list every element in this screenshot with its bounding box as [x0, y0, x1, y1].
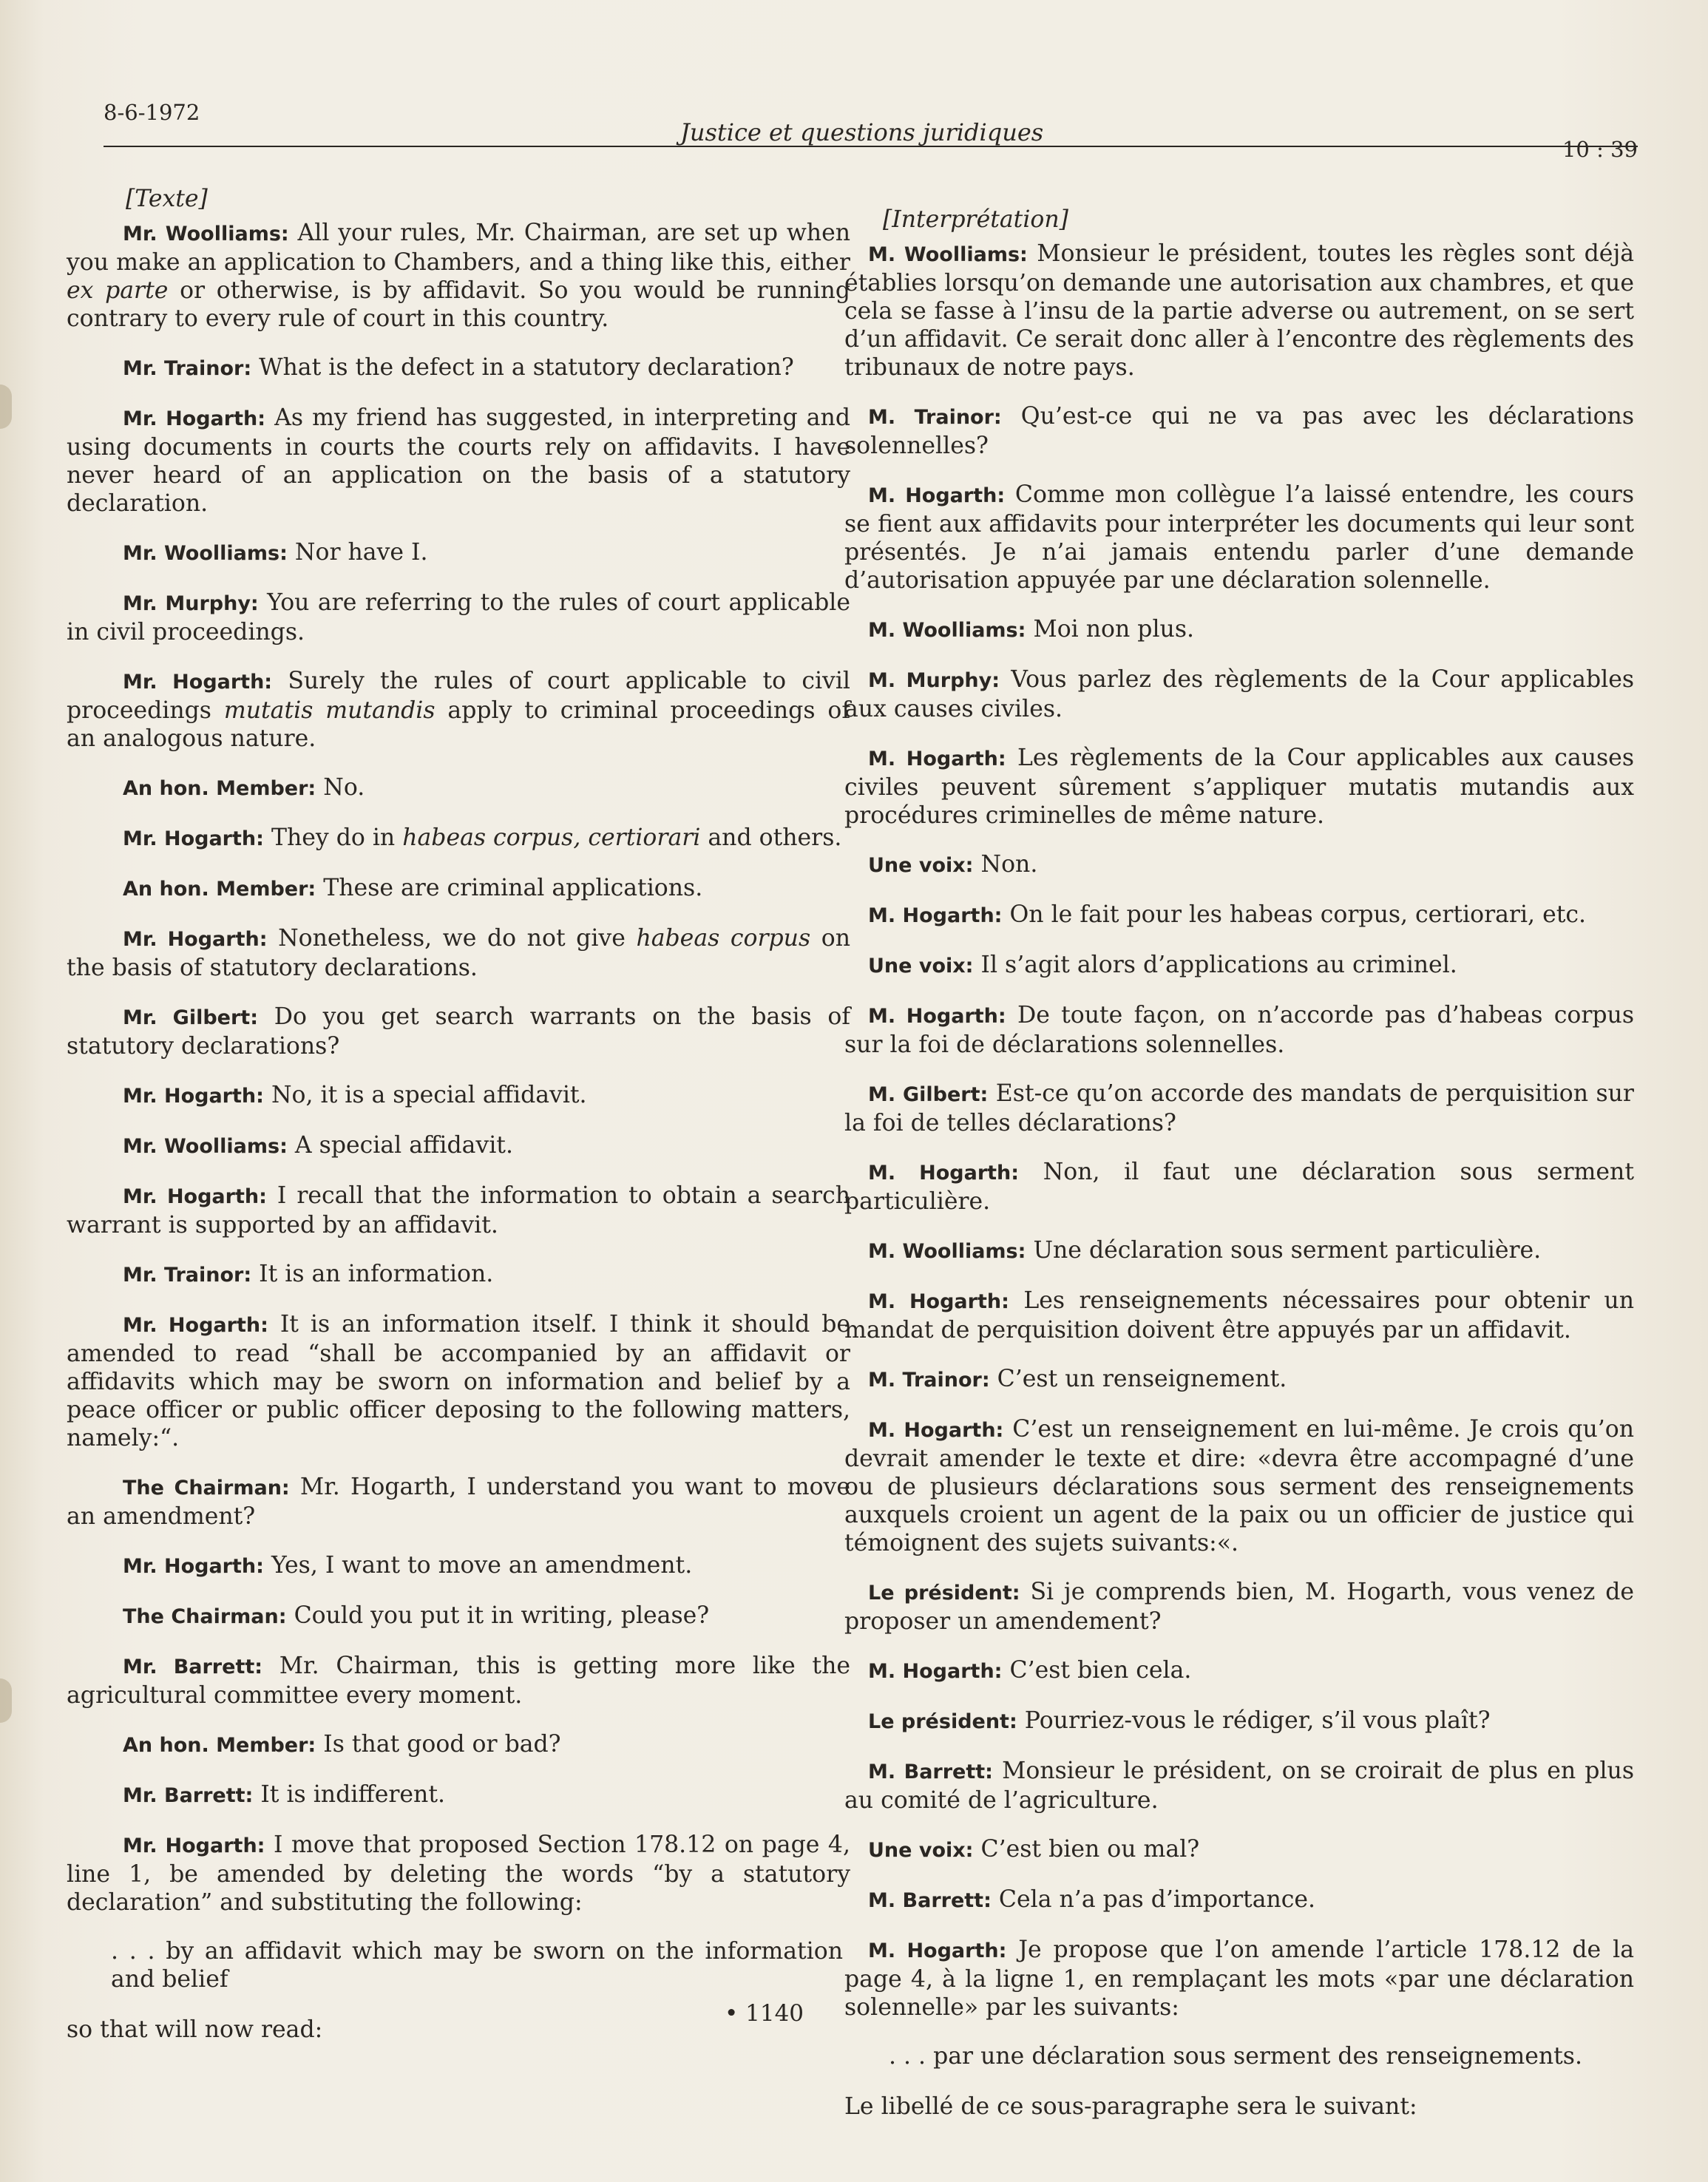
- language-tag: [Texte]: [126, 186, 208, 212]
- speech-text: Les règlements de la Cour applicables aux causes civiles peuvent sûrement s’appliquer mutatis mutandis aux procédures criminelles de même nature.: [844, 745, 1634, 829]
- speaker-paragraph: [67, 1652, 850, 1710]
- speech-text: Could you put it in writing, please?: [294, 1602, 710, 1629]
- header-title: Justice et questions juridiques: [680, 118, 1044, 146]
- speech-text: C’est bien ou mal?: [980, 1836, 1200, 1863]
- speaker-name: Mr. Hogarth:: [123, 671, 273, 694]
- speech-text: Is that good or bad?: [323, 1731, 561, 1758]
- speech-text: On le fait pour les habeas corpus, certiorari, etc.: [1009, 901, 1587, 928]
- speaker-name: M. Hogarth:: [868, 1660, 1003, 1683]
- speaker-name: M. Trainor:: [868, 1369, 990, 1392]
- speaker-paragraph: [844, 1707, 1634, 1736]
- speaker-paragraph: [67, 1182, 850, 1239]
- speech-text: Est-ce qu’on accorde des mandats de perquisition sur la foi de telles déclarations?: [844, 1080, 1634, 1136]
- speaker-paragraph: [844, 1656, 1634, 1686]
- speaker-name: Mr. Hogarth:: [123, 1834, 265, 1857]
- speaker-name: M. Hogarth:: [868, 484, 1006, 507]
- speech-text: Do you get search warrants on the basis of statutory declarations?: [67, 1003, 850, 1060]
- speaker-paragraph: [844, 1001, 1634, 1059]
- speaker-paragraph: [844, 1236, 1634, 1266]
- french-transcript: [844, 240, 1634, 2022]
- speaker-paragraph: [67, 1602, 850, 1631]
- speaker-name: Mr. Hogarth:: [123, 1314, 268, 1337]
- speaker-name: M. Woolliams:: [868, 619, 1026, 642]
- speaker-name: Le président:: [868, 1710, 1017, 1733]
- speech-text: and others.: [700, 824, 842, 851]
- speech-text: C’est un renseignement.: [997, 1366, 1287, 1392]
- speaker-paragraph: [67, 1730, 850, 1760]
- speaker-name: The Chairman:: [123, 1605, 287, 1628]
- speaker-name: M. Hogarth:: [868, 1939, 1007, 1962]
- language-tag: [Interprétation]: [883, 206, 1068, 233]
- speech-text: It is an information itself. I think it should be amended to read “shall be accompanied by an affidavit or affidavits which may be sworn on information and belief by a peace officer or public officer deposing to the following matters, namely:“.: [67, 1311, 851, 1451]
- italic-term: mutatis mutandis: [223, 697, 436, 724]
- speaker-paragraph: [844, 1415, 1634, 1557]
- italic-term: ex parte: [67, 277, 169, 304]
- italic-term: habeas corpus, certiorari: [402, 824, 701, 851]
- speaker-paragraph: [67, 874, 850, 904]
- speech-text: Moi non plus.: [1033, 616, 1195, 643]
- speaker-paragraph: [67, 538, 850, 568]
- speaker-paragraph: [67, 1781, 850, 1810]
- speaker-paragraph: [67, 1081, 850, 1111]
- amendment-quote: . . . par une déclaration sous serment des renseignements.: [889, 2043, 1582, 2070]
- speaker-name: Une voix:: [868, 955, 974, 978]
- speaker-paragraph: [67, 1551, 850, 1581]
- speaker-paragraph: [844, 1757, 1634, 1815]
- speaker-name: An hon. Member:: [123, 1734, 316, 1757]
- speech-text: apply to criminal proceedings of an analogous nature.: [67, 697, 851, 752]
- speaker-name: M. Hogarth:: [868, 1419, 1004, 1442]
- speaker-paragraph: [67, 824, 850, 853]
- speaker-paragraph: [844, 901, 1634, 930]
- speaker-name: Mr. Trainor:: [123, 357, 252, 380]
- speaker-name: Mr. Hogarth:: [123, 1555, 264, 1578]
- speaker-paragraph: [844, 615, 1634, 645]
- speech-text: It is indifferent.: [260, 1781, 446, 1808]
- english-transcript: [67, 219, 850, 1917]
- speaker-name: Mr. Hogarth:: [123, 928, 268, 951]
- page-header: [104, 100, 1638, 162]
- binding-hole-mark: [0, 384, 12, 429]
- speaker-paragraph: [67, 404, 850, 518]
- speaker-paragraph: [67, 1131, 850, 1161]
- header-date: 8-6-1972: [104, 100, 200, 125]
- speaker-name: M. Woolliams:: [868, 243, 1028, 266]
- speech-text: on the basis of statutory declarations.: [67, 925, 850, 981]
- speech-text: All your rules, Mr. Chairman, are set up when you make an application to Chambers, and a thing like this, either: [67, 220, 850, 276]
- speech-text: Mr. Hogarth, I understand you want to move an amendment?: [67, 1474, 850, 1530]
- speech-text: C’est un renseignement en lui-même. Je crois qu’on devrait amender le texte et dire: «devra être accompagné d’une ou de plusieurs déclarations sous serment des renseignements auxquels croient un agent de la paix ou un officier de justice qui témoignent des sujets suivants:«.: [844, 1416, 1634, 1556]
- speech-text: Nor have I.: [294, 539, 428, 566]
- speaker-name: Mr. Trainor:: [123, 1264, 252, 1287]
- speaker-name: Mr. Woolliams:: [123, 1135, 288, 1158]
- speech-text: These are criminal applications.: [323, 875, 703, 901]
- speaker-paragraph: [844, 1287, 1634, 1344]
- speech-text: Je propose que l’on amende l’article 178.12 de la page 4, à la ligne 1, en remplaçant les mots «par une déclaration solennelle» par les suivants:: [844, 1937, 1634, 2021]
- speech-text: Cela n’a pas d’importance.: [998, 1886, 1316, 1913]
- speaker-name: Mr. Woolliams:: [123, 542, 288, 565]
- speech-text: I move that proposed Section 178.12 on page 4, line 1, be amended by deleting the words “by a statutory declaration” and substituting the following:: [67, 1832, 850, 1916]
- speaker-paragraph: [844, 850, 1634, 880]
- speaker-name: Mr. Hogarth:: [123, 407, 266, 430]
- speech-text: C’est bien cela.: [1009, 1657, 1192, 1684]
- speaker-paragraph: [67, 1260, 850, 1290]
- speech-text: It is an information.: [259, 1261, 494, 1287]
- speech-text: Non.: [980, 851, 1038, 878]
- speaker-paragraph: [67, 219, 850, 333]
- speaker-name: Le président:: [868, 1582, 1020, 1605]
- speaker-name: M. Gilbert:: [868, 1083, 989, 1106]
- speaker-name: M. Hogarth:: [868, 1162, 1020, 1185]
- english-column: [67, 185, 850, 2044]
- speaker-paragraph: [67, 1831, 850, 1917]
- speaker-paragraph: [844, 665, 1634, 723]
- speech-text: As my friend has suggested, in interpreting and using documents in courts the courts rely on affidavits. I have never heard of an application on the basis of a statutory declaration.: [67, 404, 850, 517]
- french-column: [844, 206, 1634, 2121]
- speech-text: Monsieur le président, toutes les règles sont déjà établies lorsqu’on demande une autorisation aux chambres, et que cela se fasse à l’insu de la partie adverse ou autrement, on se sert d’un affidavit. Ce serait donc aller à l’encontre des règlements des tribunaux de notre pays.: [844, 240, 1634, 381]
- speaker-name: Mr. Barrett:: [123, 1656, 263, 1678]
- italic-term: habeas corpus: [636, 925, 811, 952]
- amendment-quote: . . . by an affidavit which may be sworn on the information and belief: [111, 1938, 843, 1993]
- speaker-name: M. Barrett:: [868, 1761, 993, 1783]
- speaker-paragraph: [67, 773, 850, 803]
- closing-line: Le libellé de ce sous-paragraphe sera le suivant:: [844, 2093, 1417, 2120]
- speaker-paragraph: [844, 481, 1634, 594]
- speaker-paragraph: [67, 1310, 850, 1452]
- speech-text: Mr. Chairman, this is getting more like the agricultural committee every moment.: [67, 1653, 851, 1709]
- speaker-name: Mr. Woolliams:: [123, 223, 289, 245]
- speaker-paragraph: [844, 240, 1634, 382]
- speech-text: You are referring to the rules of court applicable in civil proceedings.: [67, 589, 851, 646]
- speech-text: Nonetheless, we do not give: [278, 925, 637, 952]
- speaker-name: Mr. Hogarth:: [123, 1185, 267, 1208]
- speech-text: No.: [323, 774, 365, 801]
- speaker-name: M. Hogarth:: [868, 904, 1003, 927]
- speech-text: Yes, I want to move an amendment.: [271, 1552, 693, 1579]
- speaker-name: Mr. Gilbert:: [123, 1006, 258, 1029]
- binding-hole-mark: [0, 1678, 12, 1723]
- speech-text: A special affidavit.: [294, 1132, 513, 1159]
- speaker-paragraph: [844, 1936, 1634, 2022]
- speaker-name: M. Murphy:: [868, 669, 1000, 692]
- speaker-name: M. Trainor:: [868, 406, 1002, 429]
- speaker-paragraph: [844, 951, 1634, 980]
- speaker-paragraph: [67, 1003, 850, 1060]
- header-page-reference: 10 : 39: [1562, 137, 1638, 162]
- speaker-paragraph: [844, 402, 1634, 460]
- speaker-name: An hon. Member:: [123, 777, 316, 800]
- speaker-paragraph: [67, 1473, 850, 1531]
- speaker-name: Mr. Hogarth:: [123, 827, 264, 850]
- speech-text: Les renseignements nécessaires pour obtenir un mandat de perquisition doivent être appuyés par un affidavit.: [844, 1287, 1634, 1344]
- speaker-name: M. Hogarth:: [868, 1005, 1006, 1028]
- speaker-paragraph: [844, 1365, 1634, 1395]
- speaker-paragraph: [67, 353, 850, 383]
- speaker-paragraph: [844, 1578, 1634, 1636]
- speech-text: Qu’est-ce qui ne va pas avec les déclarations solennelles?: [844, 403, 1635, 459]
- speech-text: Monsieur le président, on se croirait de plus en plus au comité de l’agriculture.: [844, 1758, 1635, 1814]
- speaker-name: Mr. Barrett:: [123, 1784, 254, 1807]
- speaker-name: Une voix:: [868, 854, 974, 877]
- speaker-paragraph: [844, 1080, 1634, 1137]
- speaker-paragraph: [67, 924, 850, 982]
- speech-text: Comme mon collègue l’a laissé entendre, les cours se fient aux affidavits pour interpréter les documents qui leur sont présentés. Je n’ai jamais entendu parler d’une demande d’autorisation appuyée par une déclaration solennelle.: [844, 481, 1634, 594]
- speaker-paragraph: [67, 589, 850, 646]
- speech-text: Vous parlez des règlements de la Cour applicables aux causes civiles.: [844, 666, 1635, 722]
- speaker-name: M. Hogarth:: [868, 1290, 1009, 1313]
- speech-text: I recall that the information to obtain a search warrant is supported by an affidavit.: [67, 1182, 851, 1239]
- speaker-name: Mr. Hogarth:: [123, 1085, 264, 1108]
- time-marker: • 1140: [725, 2000, 804, 2027]
- speaker-paragraph: [67, 667, 850, 753]
- speech-text: Une déclaration sous serment particulière.: [1033, 1237, 1542, 1264]
- speech-text: Il s’agit alors d’applications au criminel.: [980, 952, 1457, 978]
- speaker-name: M. Woolliams:: [868, 1240, 1026, 1263]
- speech-text: De toute façon, on n’accorde pas d’habeas corpus sur la foi de déclarations solennelles.: [844, 1002, 1635, 1058]
- speech-text: Pourriez-vous le rédiger, s’il vous plaît?: [1024, 1707, 1491, 1734]
- speech-text: They do in: [271, 824, 403, 851]
- speaker-paragraph: [844, 744, 1634, 830]
- speaker-paragraph: [844, 1885, 1634, 1915]
- closing-line: so that will now read:: [67, 2016, 323, 2043]
- speaker-name: The Chairman:: [123, 1477, 290, 1500]
- speaker-name: Mr. Murphy:: [123, 592, 259, 615]
- header-rule: [104, 146, 1638, 147]
- speech-text: or otherwise, is by affidavit. So you would be running contrary to every rule of court in this country.: [67, 277, 850, 332]
- speaker-name: An hon. Member:: [123, 878, 316, 901]
- speech-text: Non, il faut une déclaration sous serment particulière.: [844, 1159, 1634, 1215]
- speaker-paragraph: [844, 1835, 1634, 1865]
- speech-text: No, it is a special affidavit.: [271, 1082, 587, 1108]
- speech-text: Si je comprends bien, M. Hogarth, vous venez de proposer un amendement?: [844, 1579, 1634, 1635]
- speaker-paragraph: [844, 1158, 1634, 1216]
- speaker-name: M. Barrett:: [868, 1889, 992, 1912]
- speech-text: Surely the rules of court applicable to civil proceedings: [67, 668, 850, 724]
- speech-text: What is the defect in a statutory declaration?: [259, 354, 794, 381]
- speaker-name: Une voix:: [868, 1839, 974, 1862]
- speaker-name: M. Hogarth:: [868, 748, 1006, 770]
